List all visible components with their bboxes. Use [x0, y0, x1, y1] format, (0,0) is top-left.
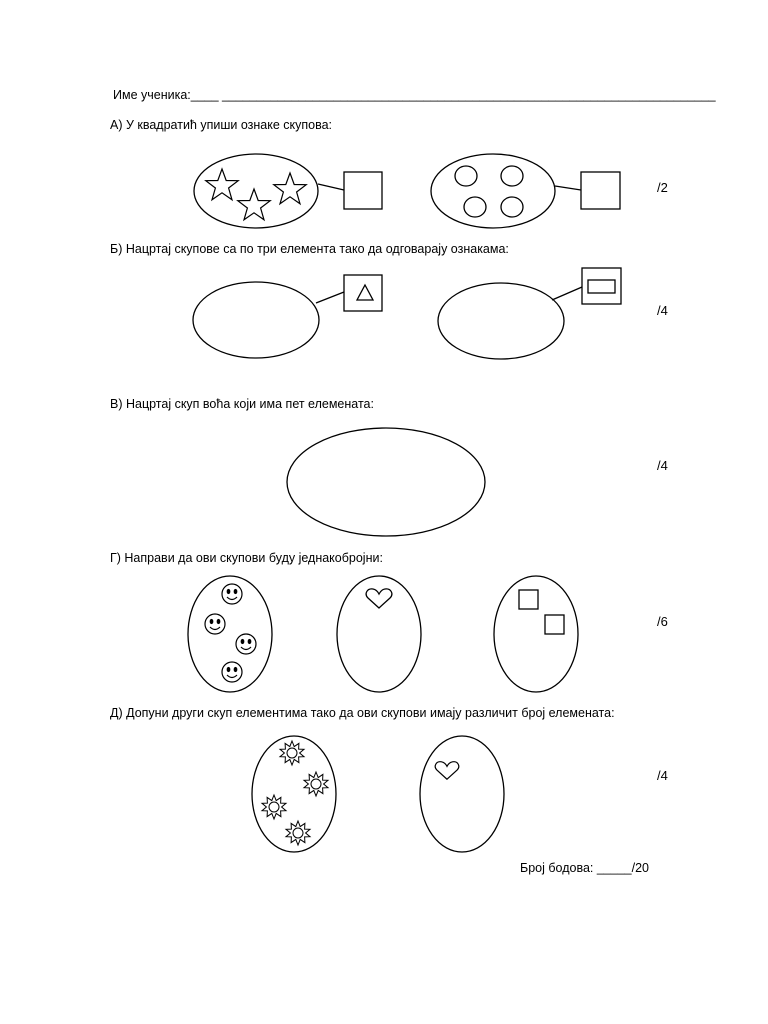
- task-d-points: /4: [657, 768, 668, 783]
- task-g-set-smileys: [188, 576, 272, 692]
- connector-line: [318, 184, 344, 190]
- task-a-label-box-2[interactable]: [581, 172, 620, 209]
- task-d-set-suns: [252, 736, 336, 852]
- task-g-points: /6: [657, 614, 668, 629]
- connector-line: [316, 292, 344, 303]
- task-g-instruction: Г) Направи да ови скупови буду једнакобројни:: [110, 551, 383, 565]
- connector-line: [552, 287, 582, 300]
- task-a-instruction: А) У квадратић упиши ознаке скупова:: [110, 118, 333, 132]
- triangle-label-box: [344, 275, 382, 311]
- connector-line: [555, 186, 581, 190]
- task-a-set-circles: [431, 154, 555, 228]
- task-a-label-box-1[interactable]: [344, 172, 382, 209]
- task-g-set-squares[interactable]: [494, 576, 578, 692]
- smiley-icon: [205, 614, 225, 634]
- task-b-points: /4: [657, 303, 668, 318]
- task-v-empty-set[interactable]: [287, 428, 485, 536]
- smiley-icon: [222, 584, 242, 604]
- task-d-set-heart[interactable]: [420, 736, 504, 852]
- task-v-instruction: В) Нацртај скуп воћа који има пет елемената:: [110, 397, 374, 411]
- smiley-icon: [222, 662, 242, 682]
- task-a-points: /2: [657, 180, 668, 195]
- total-points-line[interactable]: Број бодова: _____/20: [520, 861, 649, 875]
- student-name-line[interactable]: Име ученика:____ _______________________________________________________________________: [113, 88, 716, 102]
- task-a-set-stars: [194, 154, 318, 228]
- task-d-instruction: Д) Допуни други скуп елементима тако да ови скупови имају различит број елемената:: [110, 706, 615, 720]
- task-b-empty-set-1[interactable]: [193, 282, 319, 358]
- task-b-instruction: Б) Нацртај скупове са по три елемента тако да одговарају ознакама:: [110, 242, 509, 256]
- task-v-points: /4: [657, 458, 668, 473]
- task-g-set-heart[interactable]: [337, 576, 421, 692]
- smiley-icon: [236, 634, 256, 654]
- task-b-empty-set-2[interactable]: [438, 283, 564, 359]
